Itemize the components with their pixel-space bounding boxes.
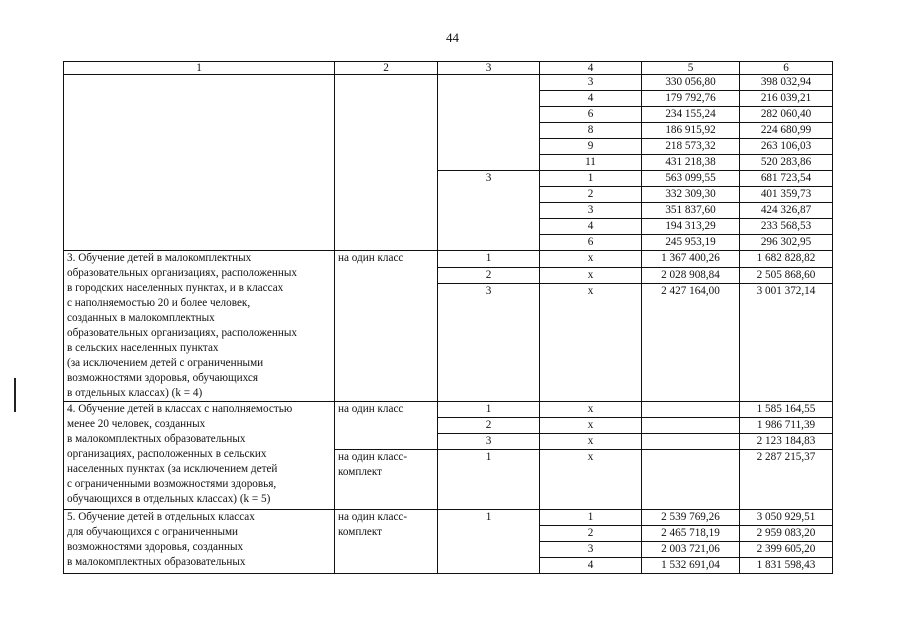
- value-cell: 1 831 598,43: [740, 558, 833, 574]
- value-cell: 179 792,76: [642, 91, 740, 107]
- value-cell: 1 986 711,39: [740, 418, 833, 434]
- tariff-table: [63, 61, 833, 574]
- header-row: [64, 62, 833, 75]
- section-3-description: 3. Обучение детей в малокомплектных образовательных организациях, расположенных в городских населенных пунктах, и в классах с наполняемостью 20 и более человек, созданных в малокомплектных образовательных организациях, расположенных в сельских населенных пунктах (за исключением детей с ограниченными возможностями здоровья, обучающихся в отдельных классах) (k = 4): [64, 251, 335, 402]
- value-cell: 2 123 184,83: [740, 434, 833, 450]
- header-col-6: 6: [740, 62, 833, 75]
- group-number-cell: 2: [438, 267, 540, 284]
- table-row: [64, 251, 833, 268]
- grade-cell: 3: [540, 75, 642, 91]
- cont-description-cell: [64, 75, 335, 251]
- value-cell: 520 283,86: [740, 155, 833, 171]
- grade-cell: 8: [540, 123, 642, 139]
- value-cell: 332 309,30: [642, 187, 740, 203]
- value-cell: [642, 434, 740, 450]
- value-cell: 2 028 908,84: [642, 267, 740, 284]
- grade-cell: 2: [540, 526, 642, 542]
- header-col-5: 5: [642, 62, 740, 75]
- header-col-2: 2: [335, 62, 438, 75]
- grade-cell: 4: [540, 558, 642, 574]
- grade-cell: x: [540, 284, 642, 402]
- value-cell: 681 723,54: [740, 171, 833, 187]
- value-cell: 296 302,95: [740, 235, 833, 251]
- grade-cell: 3: [540, 542, 642, 558]
- scan-edge-mark: [14, 378, 16, 412]
- value-cell: [642, 402, 740, 418]
- value-cell: 563 099,55: [642, 171, 740, 187]
- value-cell: 1 585 164,55: [740, 402, 833, 418]
- value-cell: 2 539 769,26: [642, 510, 740, 526]
- value-cell: 424 326,87: [740, 203, 833, 219]
- grade-cell: x: [540, 251, 642, 268]
- grade-cell: 4: [540, 91, 642, 107]
- value-cell: 431 218,38: [642, 155, 740, 171]
- value-cell: 2 505 868,60: [740, 267, 833, 284]
- group-number-cell: 3: [438, 171, 540, 251]
- header-col-4: 4: [540, 62, 642, 75]
- group-number-cell: 1: [438, 510, 540, 574]
- section-3-unit: на один класс: [335, 251, 438, 402]
- value-cell: 2 959 083,20: [740, 526, 833, 542]
- header-col-3: 3: [438, 62, 540, 75]
- cont-unit-cell: [335, 75, 438, 251]
- value-cell: [642, 418, 740, 434]
- value-cell: 234 155,24: [642, 107, 740, 123]
- page-number: 44: [446, 30, 459, 45]
- group-number-cell: 1: [438, 251, 540, 268]
- grade-cell: 11: [540, 155, 642, 171]
- value-cell: 282 060,40: [740, 107, 833, 123]
- value-cell: 263 106,03: [740, 139, 833, 155]
- value-cell: 245 953,19: [642, 235, 740, 251]
- group-number-cell: 3: [438, 434, 540, 450]
- grade-cell: 4: [540, 219, 642, 235]
- header-col-1: 1: [64, 62, 335, 75]
- grade-cell: 3: [540, 203, 642, 219]
- grade-cell: 6: [540, 107, 642, 123]
- value-cell: 3 050 929,51: [740, 510, 833, 526]
- value-cell: 1 367 400,26: [642, 251, 740, 268]
- grade-cell: 9: [540, 139, 642, 155]
- grade-cell: 6: [540, 235, 642, 251]
- value-cell: 2 003 721,06: [642, 542, 740, 558]
- grade-cell: x: [540, 434, 642, 450]
- value-cell: 2 465 718,19: [642, 526, 740, 542]
- value-cell: 1 682 828,82: [740, 251, 833, 268]
- value-cell: 2 427 164,00: [642, 284, 740, 402]
- value-cell: [642, 450, 740, 510]
- section-5-unit: на один класс- комплект: [335, 510, 438, 574]
- section-5-description: 5. Обучение детей в отдельных классах для обучающихся с ограниченными возможностями здоровья, созданных в малокомплектных образовательных: [64, 510, 335, 574]
- value-cell: 216 039,21: [740, 91, 833, 107]
- grade-cell: x: [540, 450, 642, 510]
- table-row: [64, 75, 833, 91]
- grade-cell: x: [540, 418, 642, 434]
- grade-cell: 1: [540, 171, 642, 187]
- section-4-unit-class: на один класс: [335, 402, 438, 450]
- value-cell: 401 359,73: [740, 187, 833, 203]
- value-cell: 398 032,94: [740, 75, 833, 91]
- value-cell: 3 001 372,14: [740, 284, 833, 402]
- group-number-cell: 1: [438, 450, 540, 510]
- group-number-cell: 2: [438, 418, 540, 434]
- value-cell: 218 573,32: [642, 139, 740, 155]
- value-cell: 224 680,99: [740, 123, 833, 139]
- cont-group-cell: [438, 75, 540, 171]
- value-cell: 233 568,53: [740, 219, 833, 235]
- group-number-cell: 1: [438, 402, 540, 418]
- value-cell: 194 313,29: [642, 219, 740, 235]
- grade-cell: 2: [540, 187, 642, 203]
- table-row: [64, 402, 833, 418]
- value-cell: 186 915,92: [642, 123, 740, 139]
- section-4-unit-complex: на один класс- комплект: [335, 450, 438, 510]
- table-row: [64, 510, 833, 526]
- group-number-cell: 3: [438, 284, 540, 402]
- value-cell: 2 399 605,20: [740, 542, 833, 558]
- value-cell: 2 287 215,37: [740, 450, 833, 510]
- grade-cell: x: [540, 267, 642, 284]
- value-cell: 1 532 691,04: [642, 558, 740, 574]
- grade-cell: x: [540, 402, 642, 418]
- grade-cell: 1: [540, 510, 642, 526]
- section-4-description: 4. Обучение детей в классах с наполняемостью менее 20 человек, созданных в малокомплектных образовательных организациях, расположенных в сельских населенных пунктах (за исключением детей с ограниченными возможностями здоровья, обучающихся в отдельных классах) (k = 5): [64, 402, 335, 510]
- value-cell: 330 056,80: [642, 75, 740, 91]
- value-cell: 351 837,60: [642, 203, 740, 219]
